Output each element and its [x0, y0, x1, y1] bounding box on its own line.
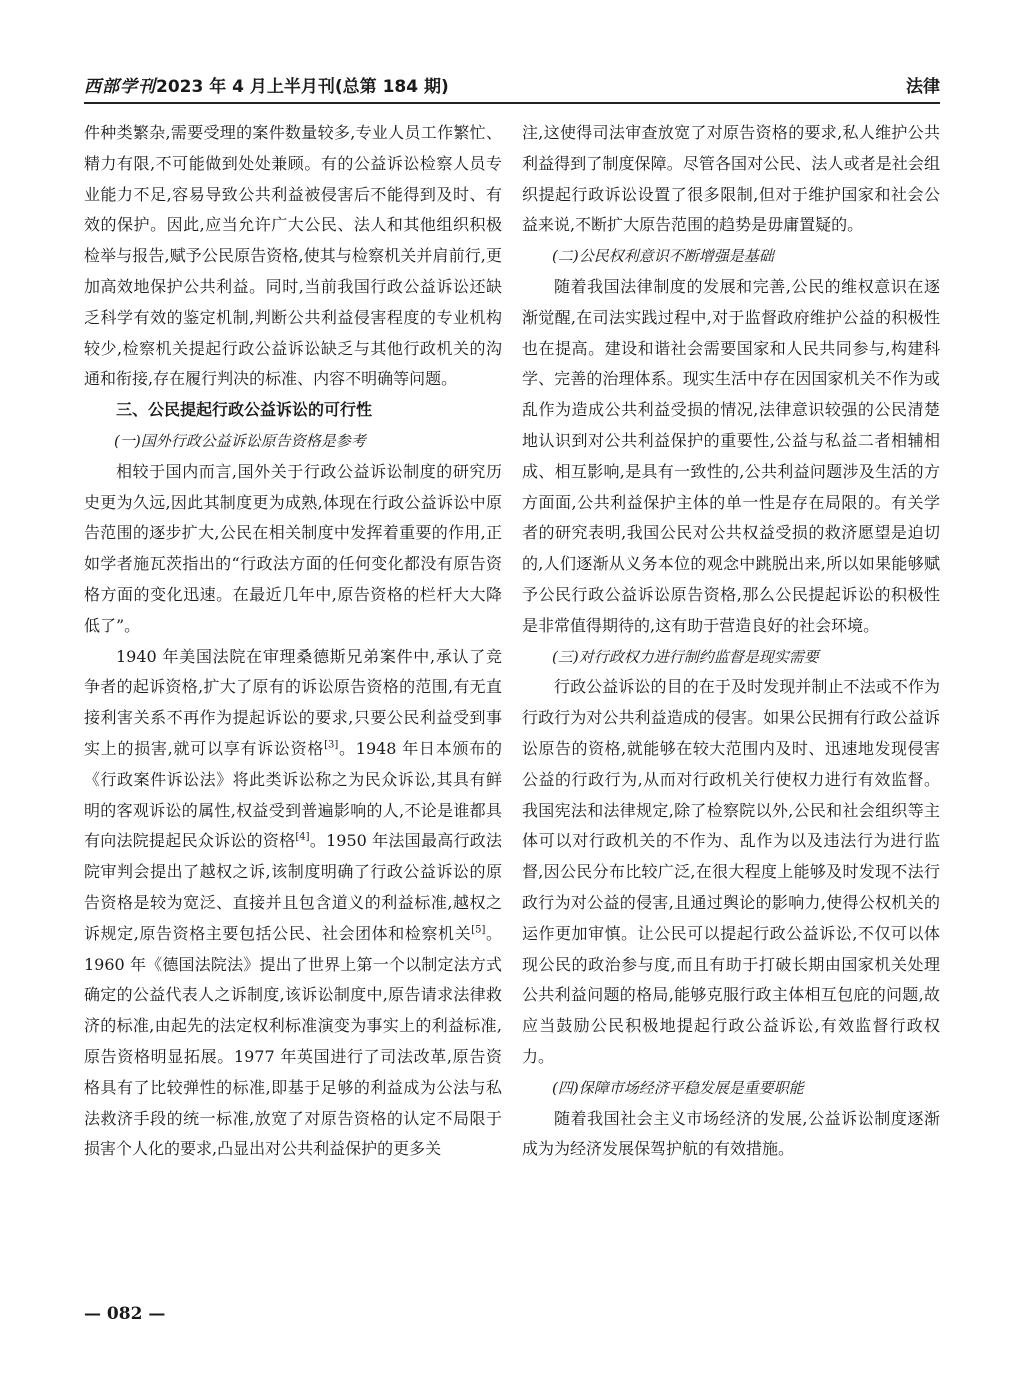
page-number: — 082 — [84, 1304, 166, 1324]
subsection-heading: (二)公民权利意识不断增强是基础 [552, 247, 774, 266]
subsection-heading: (一)国外行政公益诉讼原告资格是参考 [114, 431, 366, 450]
paragraph: 行政公益诉讼的目的在于及时发现并制止不法或不作为行政行为对公共利益造成的侵害。如果公民拥有行政公益诉讼原告的资格,就能够在较大范围内及时、迅速地发现侵害公益的行政行为,从而对行政机关行使权力进行有效监督。我国宪法和法律规定,除了检察院以外,公民和社会组织等主体可以对行政机关的不作为、乱作为以及违法行为进行监督,因公民分布比较广泛,在很大程度上能够及时发现不法行政行为对公益的侵害,且通过舆论的影响力,使得公权机关的运作更加审慎。让公民可以提起行政公益诉讼,不仅可以体现公民的政治参与度,而且有助于打破长期由国家机关处理公共利益问题的格局,能够克服行政主体相互包庇的问题,故应当鼓励公民积极地提起行政公益诉讼,有效监督行政权力。 [522, 677, 940, 1066]
text-run: 1940 年美国法院在审理桑德斯兄弟案件中,承认了竞争者的起诉资格,扩大了原有的诉讼原告资格的范围,有无直接利害关系不再作为提起诉讼的要求,只要公民利益受到事实上的损害,就可以享有诉讼资格 [84, 646, 502, 758]
citation-ref: [3] [324, 739, 339, 751]
subsection-heading: (四)保障市场经济平稳发展是重要职能 [552, 1078, 804, 1097]
citation-ref: [5] [471, 924, 486, 936]
journal-logo: 西部学刊 [84, 77, 156, 97]
journal-title [84, 72, 449, 97]
paragraph: 件种类繁杂,需要受理的案件数量较多,专业人员工作繁忙、精力有限,不可能做到处处兼顾。有的公益诉讼检察人员专业能力不足,容易导致公共利益被侵害后不能得到及时、有效的保护。因此,应当允许广大公民、法人和其他组织积极检举与报告,赋予公民原告资格,使其与检察机关并肩前行,更加高效地保护公共利益。同时,当前我国行政公益诉讼还缺乏科学有效的鉴定机制,判断公共利益侵害程度的专业机构较少,检察机关提起行政公益诉讼缺乏与其他行政机关的沟通和衔接,存在履行判决的标准、内容不明确等问题。 [84, 123, 502, 389]
paragraph: 相较于国内而言,国外关于行政公益诉讼制度的研究历史更为久远,因此其制度更为成熟,体现在行政公益诉讼中原告范围的逐步扩大,公民在相关制度中发挥着重要的作用,正如学者施瓦茨指出的“行政法方面的任何变化都没有原告资格方面的变化迅速。在最近几年中,原告资格的栏杆大大降低了”。 [84, 461, 502, 635]
paragraph: 随着我国社会主义市场经济的发展,公益诉讼制度逐渐成为为经济发展保驾护航的有效措施。 [522, 1108, 940, 1159]
citation-ref: [4] [295, 832, 310, 843]
text-run: 。1948 年日本颁布的《行政案件诉讼法》将此类诉讼称之为民众诉讼,其具有鲜明的客观诉讼的属性,权益受到普遍影响的人,不论是谁都具有向法院提起民众诉讼的资格 [84, 738, 502, 851]
paragraph: 注,这使得司法审查放宽了对原告资格的要求,私人维护公共利益得到了制度保障。尽管各国对公民、法人或者是社会组织提起行政诉讼设置了很多限制,但对于维护国家和社会公益来说,不断扩大原告范围的趋势是毋庸置疑的。 [522, 123, 940, 235]
section-label: 法律 [906, 77, 940, 97]
running-header [84, 68, 940, 104]
paragraph: 随着我国法律制度的发展和完善,公民的维权意识在逐渐觉醒,在司法实践过程中,对于监督政府维护公益的积极性也在提高。建设和谐社会需要国家和人民共同参与,构建科学、完善的治理体系。现实生活中存在因国家机关不作为或乱作为造成公共利益受损的情况,法律意识较强的公民清楚地认识到对公共利益保护的重要性,公益与私益二者相辅相成、相互影响,是具有一致性的,公共利益问题涉及生活的方方面面,公共利益保护主体的单一性是存在局限的。有关学者的研究表明,我国公民对公共权益受损的救济愿望是迫切的,人们逐渐从义务本位的观念中跳脱出来,所以如果能够赋予公民行政公益诉讼原告资格,那么公民提起诉讼的积极性是非常值得期待的,这有助于营造良好的社会环境。 [522, 276, 940, 635]
text-run: 。1960 年《德国法院法》提出了世界上第一个以制定法方式确定的公益代表人之诉制度,该诉讼制度中,原告请求法律救济的标准,由起先的法定权利标准演变为事实上的利益标准,原告资格明显拓展。1977 年英国进行了司法改革,原告资格具有了比较弹性的标准,即基于足够的利益成为公法与私法救济手段的统一标准,放宽了对原告资格的认定不局限于损害个人化的要求,凸显出对公共利益保护的更多关 [84, 923, 502, 1159]
paragraph [84, 642, 502, 1166]
issue-info: 2023 年 4 月上半月刊(总第 184 期) [156, 77, 449, 97]
left-column [84, 118, 502, 1165]
section-heading: 三、公民提起行政公益诉讼的可行性 [116, 400, 373, 420]
text-run: 。1950 年法国最高行政法院审判会提出了越权之诉,该制度明确了行政公益诉讼的原告资格是较为宽泛、直接并且包含道义的利益标准,越权之诉规定,原告资格主要包括公民、社会团体和检察机关 [84, 831, 502, 943]
right-column [522, 118, 940, 1165]
subsection-heading: (三)对行政权力进行制约监督是现实需要 [552, 647, 819, 666]
